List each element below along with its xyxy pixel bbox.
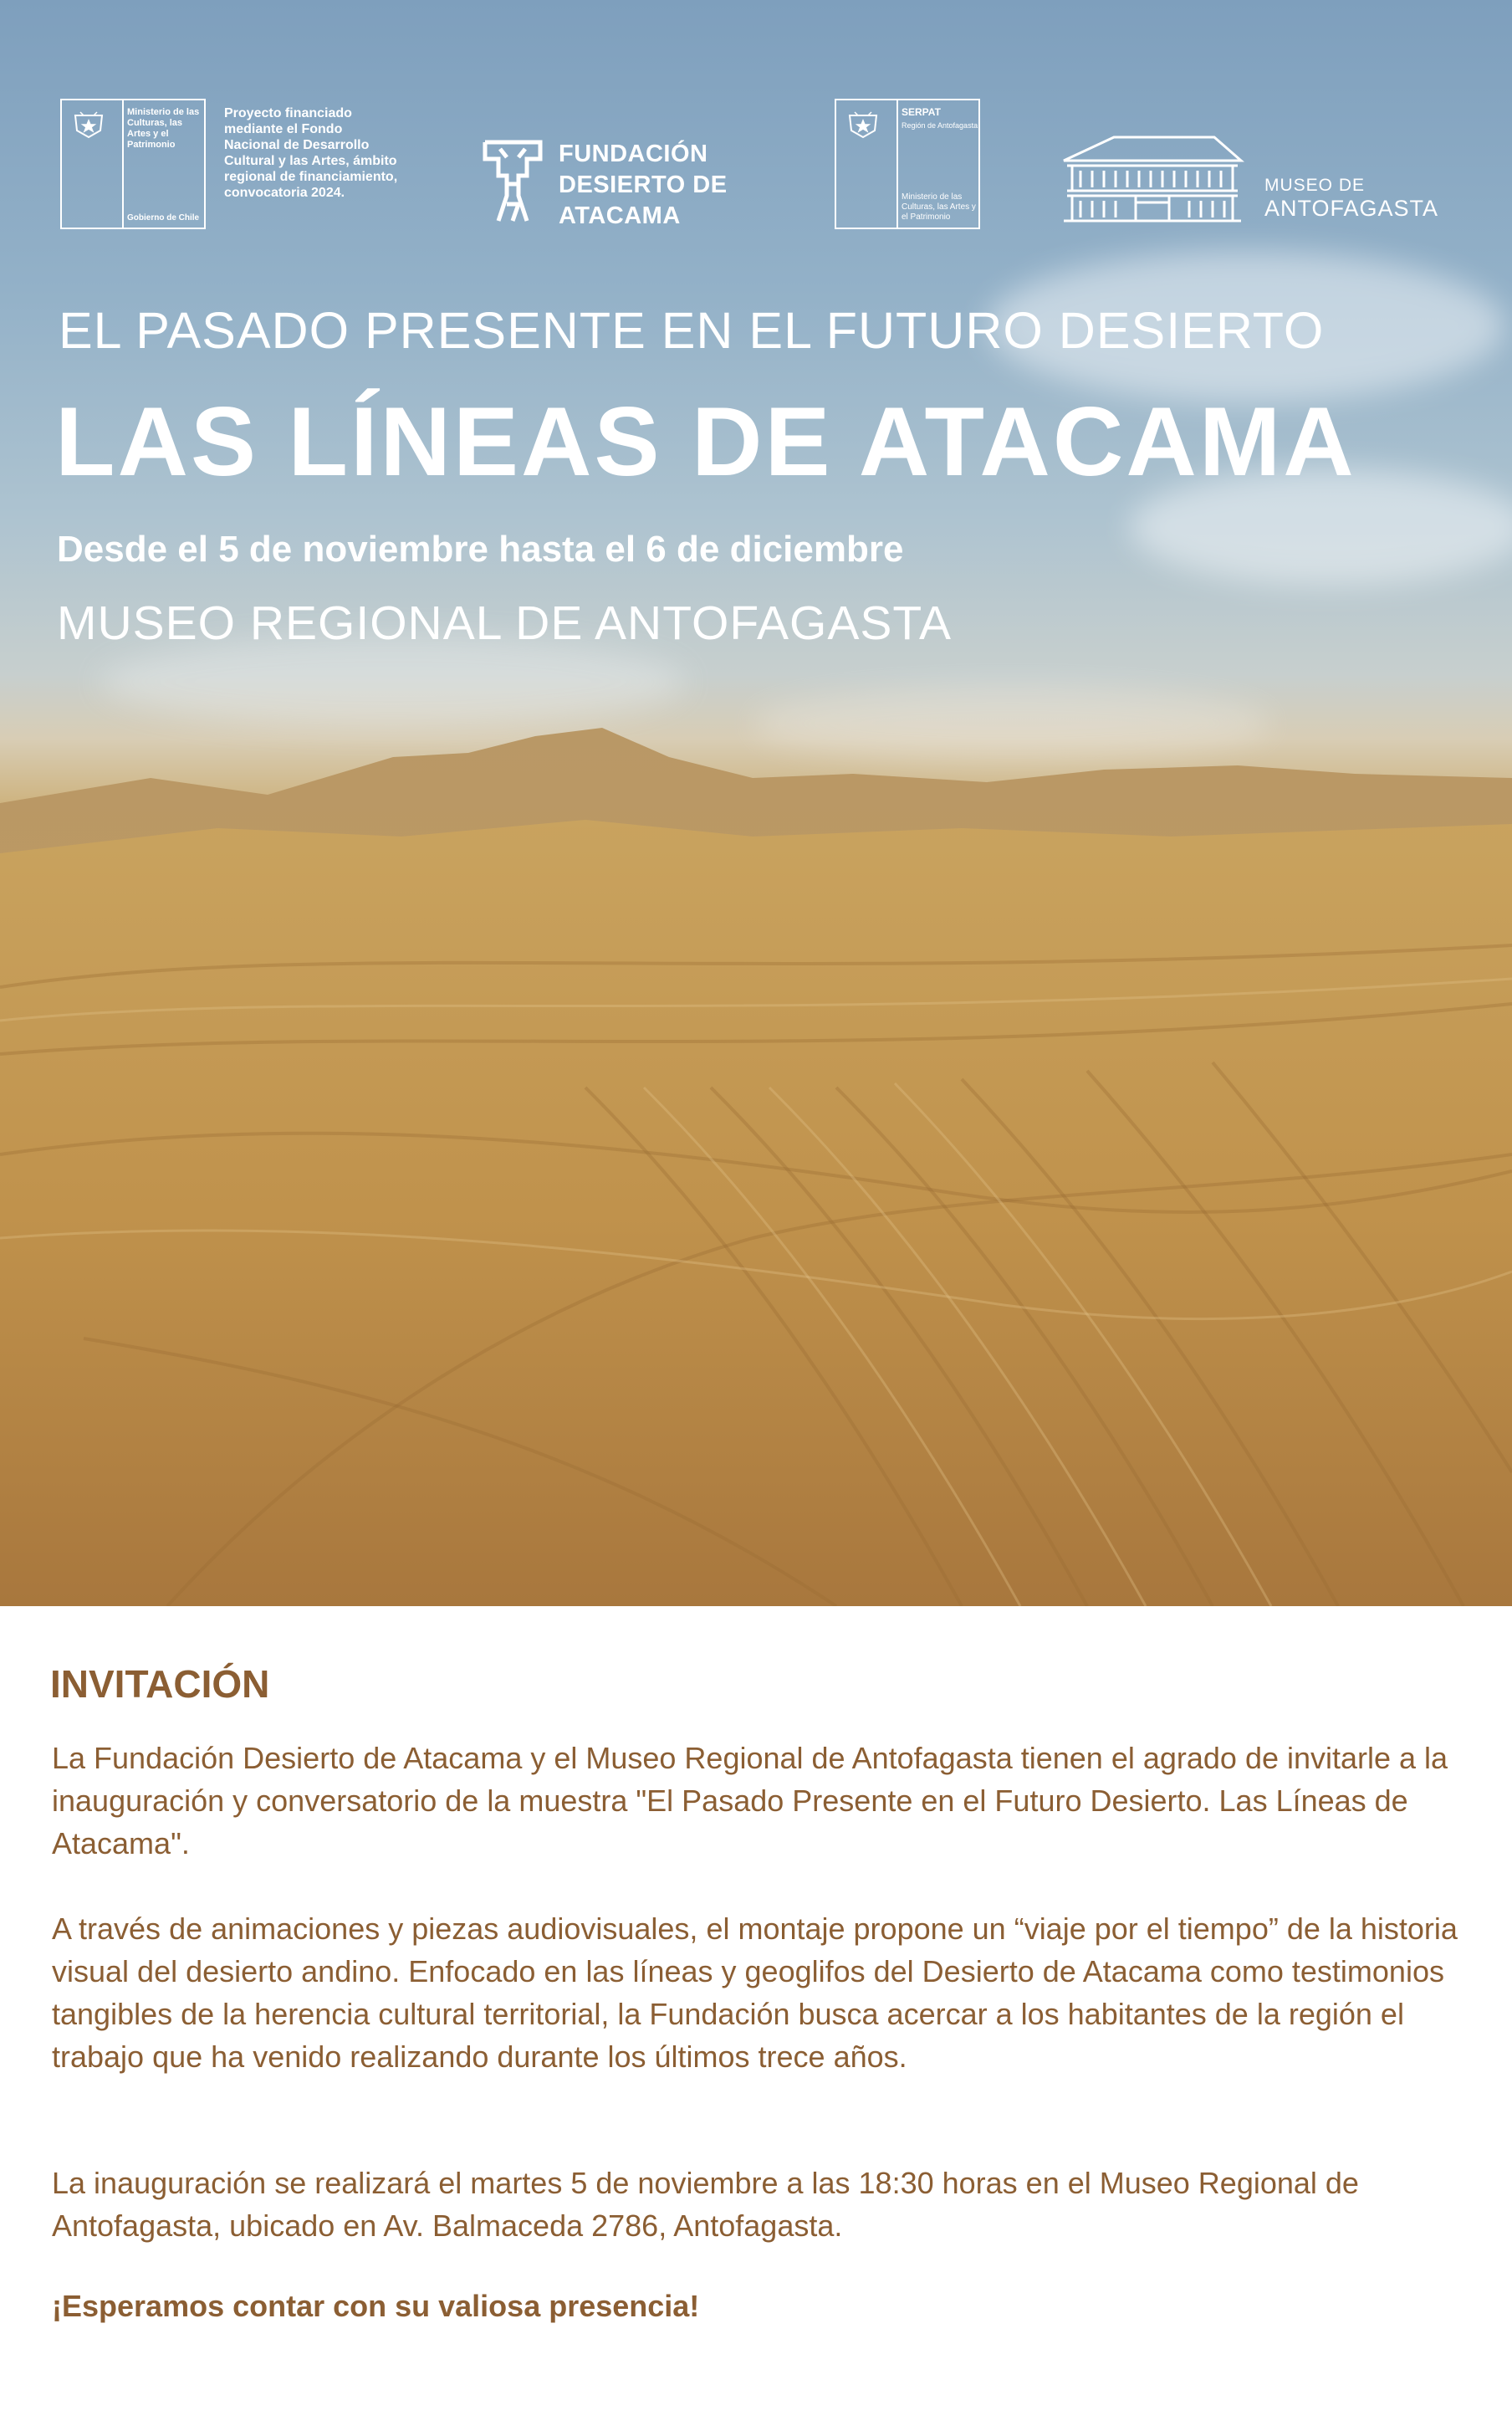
exhibition-venue: MUSEO REGIONAL DE ANTOFAGASTA: [57, 596, 953, 650]
ministerio-logo: [60, 99, 206, 229]
serpat-region: Región de Antofagasta: [902, 121, 978, 130]
museo-line1: MUSEO DE: [1264, 176, 1366, 195]
fundacion-line3: ATACAMA: [559, 202, 681, 229]
invitation-paragraph-2: A través de animaciones y piezas audiovisuales, el montaje propone un “viaje por el tiempo” de la historia visual del desierto andino. Enfocado en las líneas y geoglifos del Desierto de Atacama como testimonios tangibles de la herencia cultural territorial, la Fundación busca acercar a los habitantes de la región el trabajo que ha venido realizando durante los últimos trece años.: [52, 1911, 1458, 2074]
invitation-paragraph-3: La inauguración se realizará el martes 5 de noviembre a las 18:30 horas en el Museo Regional de Antofagasta, ubicado en Av. Balmaceda 2786, Antofagasta.: [52, 2166, 1359, 2243]
exhibition-subtitle: EL PASADO PRESENTE EN EL FUTURO DESIERTO: [59, 302, 1325, 359]
museo-line2: ANTOFAGASTA: [1264, 196, 1439, 221]
serpat-logo: [835, 99, 980, 229]
fundacion-line2: DESIERTO DE: [559, 171, 728, 198]
exhibition-title: LAS LÍNEAS DE ATACAMA: [55, 386, 1356, 496]
museum-building-icon: [1055, 132, 1249, 226]
funding-note: Proyecto financiado mediante el Fondo Nacional de Desarrollo Cultural y las Artes, ámbito regional de financiamiento, convocatoria 2024.: [224, 106, 398, 200]
exhibition-dates: Desde el 5 de noviembre hasta el 6 de diciembre: [57, 529, 904, 570]
fundacion-logo-text: [559, 139, 728, 232]
chile-shield-icon: [846, 109, 880, 139]
chile-shield-icon: [72, 109, 105, 139]
logo-divider: [122, 100, 124, 228]
fundacion-line1: FUNDACIÓN: [559, 141, 708, 167]
ministerio-footer: Gobierno de Chile: [127, 213, 200, 223]
fundacion-glyph-icon: [482, 137, 544, 226]
serpat-name: SERPAT: [902, 106, 941, 118]
invitation-paragraph-1: La Fundación Desierto de Atacama y el Museo Regional de Antofagasta tienen el agrado de invitarle a la inauguración y conversatorio de la muestra "El Pasado Presente en el Futuro Desierto. Las Líneas de Atacama".: [52, 1741, 1448, 1860]
serpat-ministry: Ministerio de las Culturas, las Artes y el Patrimonio: [902, 192, 976, 222]
invitation-closing: ¡Esperamos contar con su valiosa presencia!: [52, 2289, 700, 2323]
logo-divider: [896, 100, 898, 228]
ministerio-name: Ministerio de las Culturas, las Artes y el Patrimonio: [127, 107, 200, 150]
invitation-heading: INVITACIÓN: [50, 1662, 270, 1706]
